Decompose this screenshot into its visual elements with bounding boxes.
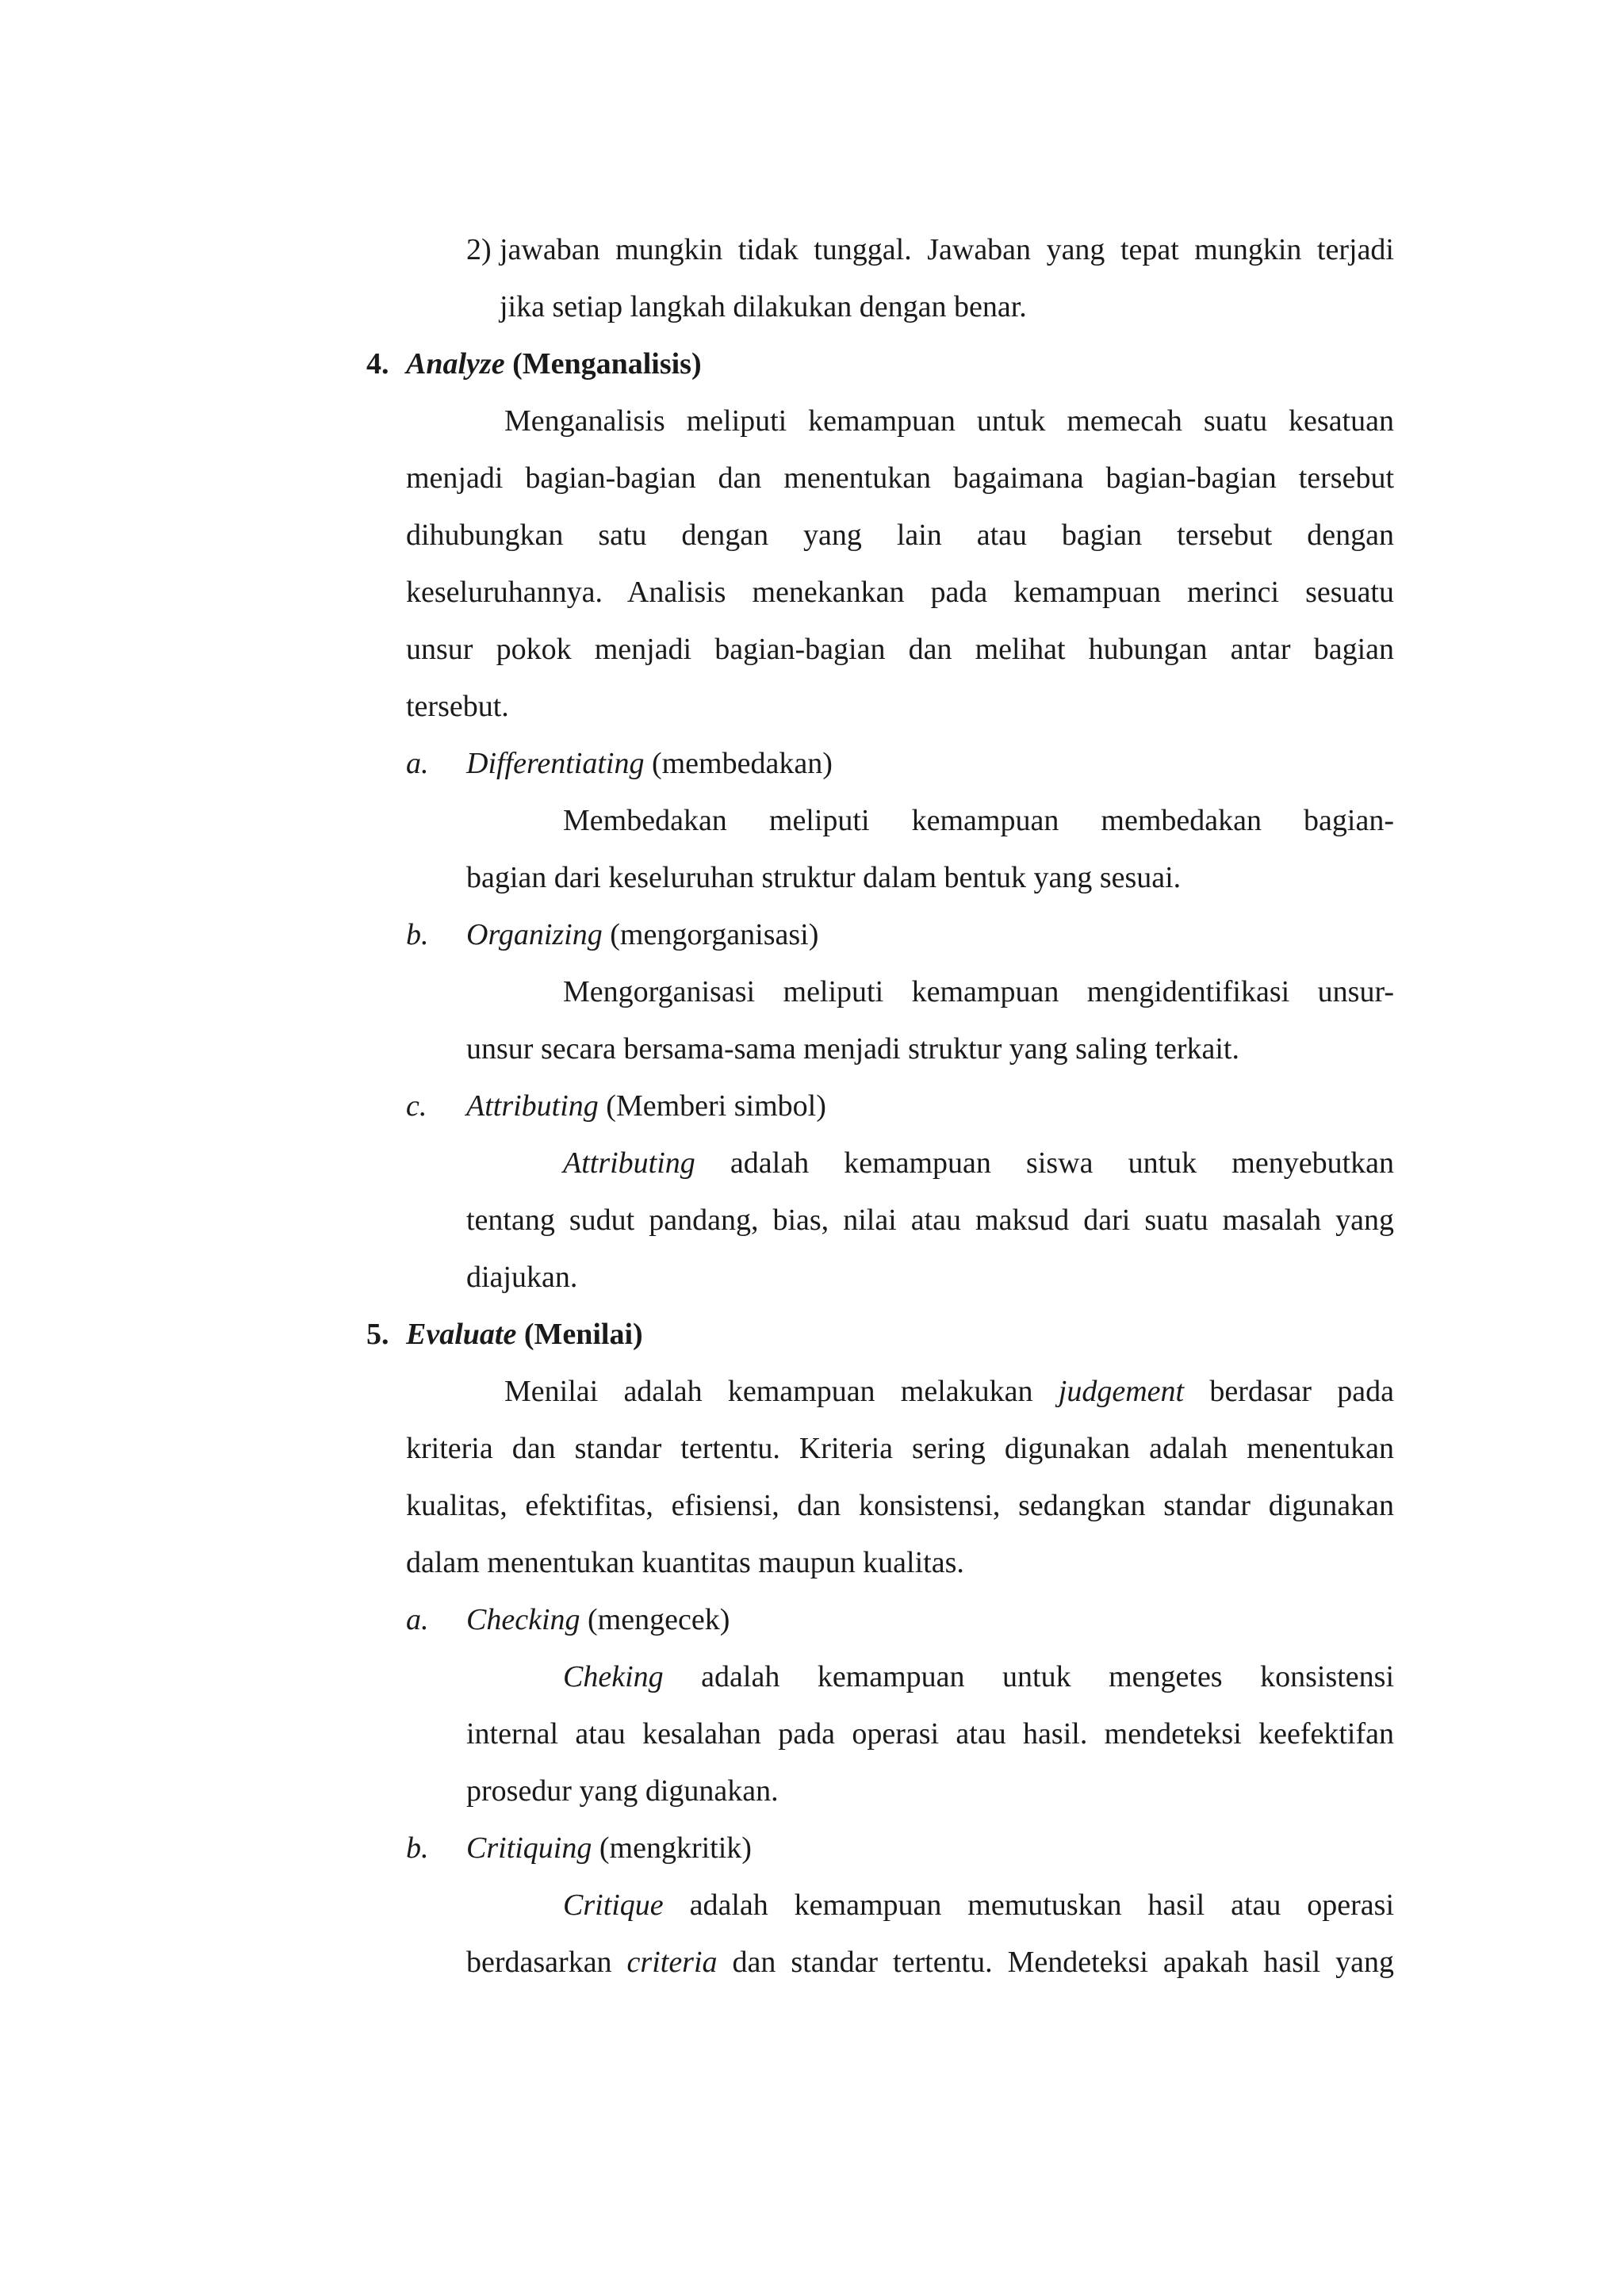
heading-term: Evaluate [406,1318,517,1351]
inline-text: dan standar tertentu. Mendeteksi apakah hasil yang [732,1946,1395,1979]
paragraph-line: jika setiap langkah dilakukan dengan benar. [500,290,1027,323]
inline-text: berdasarkan [466,1946,612,1979]
paragraph-line: diajukan. [466,1261,578,1294]
sub-term: Checking [466,1603,580,1636]
inline-term: criteria [626,1946,718,1979]
subsection-heading [466,1830,752,1866]
sub-marker: c. [406,1089,427,1123]
subsection-heading [466,745,833,782]
heading-term: Analyze [406,347,505,381]
section-heading [406,1316,643,1353]
paragraph-line [466,1944,1394,1980]
paragraph-line: unsur pokok menjadi bagian-bagian dan melihat hubungan antar bagian [406,633,1394,666]
section-number: 5. [366,1318,389,1351]
inline-term: Cheking [563,1660,664,1693]
sub-gloss: (mengkritik) [599,1831,752,1865]
inline-text: berdasar pada [1209,1375,1395,1408]
sub-marker: b. [406,1831,429,1865]
inline-text: adalah kemampuan siswa untuk menyebutkan [730,1146,1394,1180]
paragraph-line: menjadi bagian-bagian dan menentukan bagaimana bagian-bagian tersebut [406,461,1394,495]
inline-text: adalah kemampuan memutuskan hasil atau operasi [689,1888,1395,1922]
list-marker: 2) [466,233,492,266]
inline-text: adalah kemampuan untuk mengetes konsistensi [701,1660,1395,1693]
paragraph-line [563,1887,1394,1923]
paragraph-line: Membedakan meliputi kemampuan membedakan bagian- [563,804,1394,837]
sub-term: Critiquing [466,1831,592,1865]
subsection-heading [466,1601,730,1638]
paragraph-line: kualitas, efektifitas, efisiensi, dan konsistensi, sedangkan standar digunakan [406,1489,1394,1522]
paragraph-line [563,1659,1394,1695]
paragraph-line: bagian dari keseluruhan struktur dalam bentuk yang sesuai. [466,861,1182,894]
paragraph-line: tentang sudut pandang, bias, nilai atau maksud dari suatu masalah yang [466,1203,1394,1237]
paragraph-line: tersebut. [406,690,509,723]
paragraph-line: prosedur yang digunakan. [466,1774,779,1808]
sub-gloss: (membedakan) [651,747,833,780]
sub-marker: b. [406,918,429,951]
paragraph-line: jawaban mungkin tidak tunggal. Jawaban yang tepat mungkin terjadi [500,233,1394,266]
paragraph-line: dihubungkan satu dengan yang lain atau bagian tersebut dengan [406,519,1394,552]
section-heading [406,346,702,382]
sub-term: Differentiating [466,747,645,780]
sub-term: Attributing [466,1089,599,1123]
sub-gloss: (mengorganisasi) [610,918,819,951]
heading-gloss: (Menganalisis) [512,347,702,381]
paragraph-line [504,1373,1394,1410]
sub-term: Organizing [466,918,603,951]
inline-term: judgement [1058,1375,1185,1408]
paragraph-line: internal atau kesalahan pada operasi atau hasil. mendeteksi keefektifan [466,1717,1394,1751]
paragraph-line: unsur secara bersama-sama menjadi struktur yang saling terkait. [466,1032,1239,1066]
sub-marker: a. [406,747,429,780]
sub-gloss: (Memberi simbol) [606,1089,826,1123]
paragraph-line: dalam menentukan kuantitas maupun kualitas. [406,1546,964,1579]
sub-gloss: (mengecek) [588,1603,730,1636]
subsection-heading [466,916,818,953]
heading-gloss: (Menilai) [523,1318,643,1351]
section-number: 4. [366,347,389,381]
paragraph-line: keseluruhannya. Analisis menekankan pada kemampuan merinci sesuatu [406,576,1394,609]
inline-term: Critique [563,1888,664,1922]
sub-marker: a. [406,1603,429,1636]
paragraph-line: Mengorganisasi meliputi kemampuan mengidentifikasi unsur- [563,975,1394,1008]
paragraph-line [563,1145,1394,1181]
inline-text: Menilai adalah kemampuan melakukan [504,1375,1033,1408]
inline-term: Attributing [563,1146,695,1180]
subsection-heading [466,1088,826,1124]
paragraph-line: Menganalisis meliputi kemampuan untuk memecah suatu kesatuan [504,404,1394,438]
paragraph-line: kriteria dan standar tertentu. Kriteria sering digunakan adalah menentukan [406,1432,1394,1465]
